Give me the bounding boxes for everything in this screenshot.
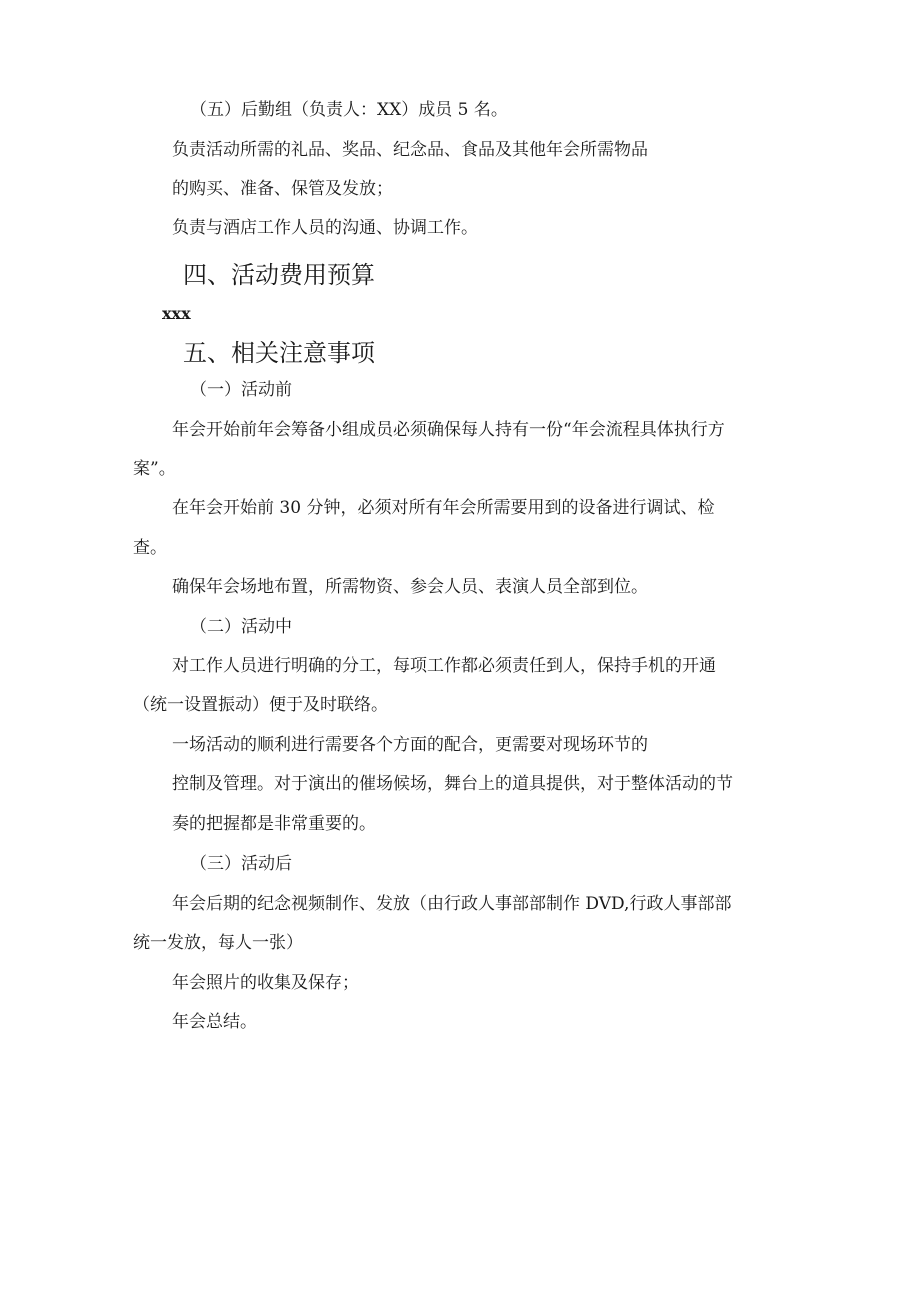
paragraph-line: 负责活动所需的礼品、奖品、纪念品、食品及其他年会所需物品	[172, 140, 648, 160]
paragraph-line: （统一设置振动）便于及时联络。	[133, 695, 388, 715]
paragraph-line: 负责与酒店工作人员的沟通、协调工作。	[172, 218, 478, 238]
subheading-after-event: （三）活动后	[190, 854, 292, 874]
paragraph-line: 对工作人员进行明确的分工，每项工作都必须责任到人，保持手机的开通	[172, 656, 716, 676]
paragraph-line: 年会后期的纪念视频制作、发放（由行政人事部部制作 DVD,行政人事部部	[172, 894, 732, 914]
paragraph-line: 的购买、准备、保管及发放；	[172, 179, 393, 199]
paragraph-line: 年会照片的收集及保存；	[172, 973, 359, 993]
paragraph-line: 查。	[133, 538, 167, 558]
budget-value: xxx	[162, 304, 191, 323]
paragraph-line: 年会开始前年会筹备小组成员必须确保每人持有一份“年会流程具体执行方	[172, 420, 725, 440]
paragraph-line: 案”。	[133, 459, 176, 479]
subheading-during-event: （二）活动中	[190, 617, 292, 637]
section-heading-logistics-group: （五）后勤组（负责人：XX）成员 5 名。	[190, 100, 508, 120]
paragraph-line: 年会总结。	[172, 1012, 257, 1032]
subheading-before-event: （一）活动前	[190, 380, 292, 400]
paragraph-line: 在年会开始前 30 分钟，必须对所有年会所需要用到的设备进行调试、检	[172, 498, 715, 518]
paragraph-line: 确保年会场地布置，所需物资、参会人员、表演人员全部到位。	[172, 577, 648, 597]
paragraph-line: 统一发放，每人一张）	[133, 933, 303, 953]
heading-notes: 五、相关注意事项	[183, 339, 375, 367]
heading-budget: 四、活动费用预算	[183, 261, 375, 289]
paragraph-line: 控制及管理。对于演出的催场候场，舞台上的道具提供，对于整体活动的节	[172, 774, 733, 794]
paragraph-line: 一场活动的顺利进行需要各个方面的配合，更需要对现场环节的	[172, 735, 648, 755]
paragraph-line: 奏的把握都是非常重要的。	[172, 814, 376, 834]
